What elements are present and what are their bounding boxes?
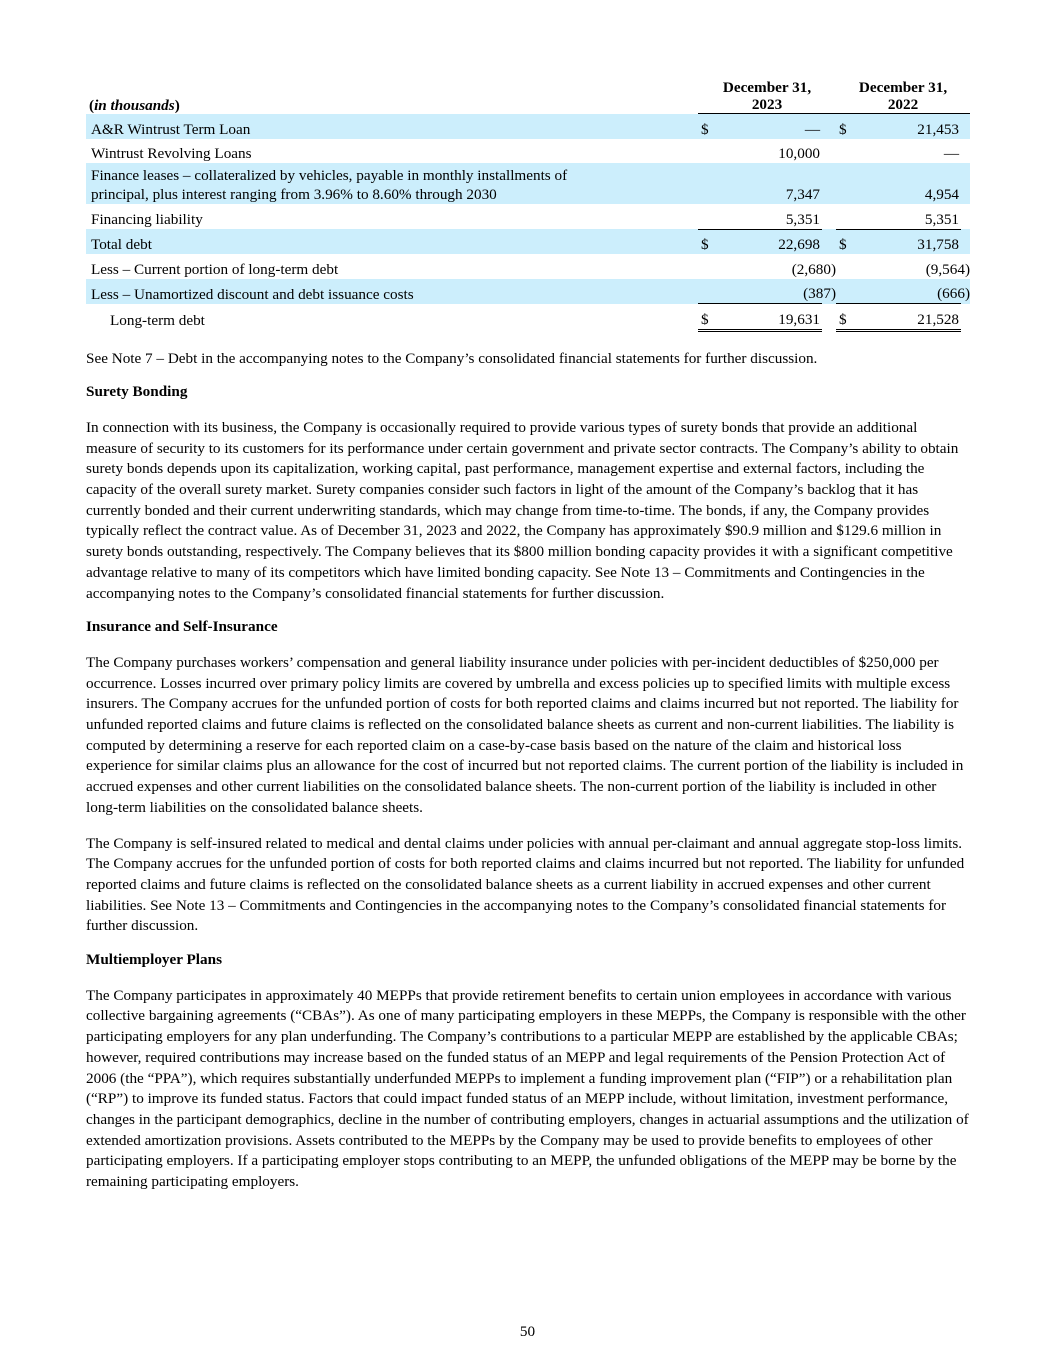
currency-symbol: $ [836,114,848,139]
table-row [86,204,970,229]
row-label: Financing liability [91,211,203,228]
paragraph: In connection with its business, the Company is occasionally required to provide various types of surety bonds that provide an additional measure of security to its customers for its performance under certain government and private sector contracts. The Company’s ability to obtain surety bonds depends upon its capitalization, working capital, past performance, management expertise and external factors, including the capacity of the overall surety market. Surety companies consider such factors in light of the amount of the Company’s backlog that it has currently bonded and their current underwriting standards, which may change from time-to-time. The bonds, if any, the Company provides typically reflect the contract value. As of December 31, 2023 and 2022, the Company has approximately $90.9 million and $129.6 million in surety bonds outstanding, respectively. The Company believes that its $800 million bonding capacity provides it with a significant competitive advantage relative to many of its competitors which have limited bonding capacity. See Note 13 – Commitments and Contingencies in the accompanying notes to the Company’s consolidated financial statements for further discussion. [86,418,959,602]
value-2023: 22,698 [710,229,822,254]
section-heading-insurance: Insurance and Self-Insurance [86,618,278,636]
row-label: A&R Wintrust Term Loan [86,114,698,139]
row-label: Long-term debt [110,312,205,329]
section-heading-surety-bonding: Surety Bonding [86,383,188,401]
value-2023: 5,351 [785,210,820,228]
document-page [86,76,970,1193]
table-row-total-debt [86,229,970,254]
value-2023: (2,680) [791,260,837,278]
page-number: 50 [519,1323,536,1340]
value-2022: (9,564) [925,260,971,278]
currency-symbol: $ [836,304,848,331]
table-row [86,114,970,139]
row-label: Finance leases – collateralized by vehicles, payable in monthly installments of principal, plus interest ranging from 3.96% to 8.60% through 2030 [86,163,698,204]
currency-symbol: $ [698,304,710,331]
section-heading-multiemployer-plans: Multiemployer Plans [86,951,222,969]
row-label: Wintrust Revolving Loans [91,145,252,162]
value-2023: (387) [710,279,836,304]
paragraph: The Company purchases workers’ compensation and general liability insurance under policies with per-incident deductibles of $250,000 per occurrence. Losses incurred over primary policy limits are covered by umbrella and excess policies up to specified limits with multiple excess insurers. The Company accrues for the unfunded portion of costs for both reported claims and claims incurred but not reported. The liability for unfunded reported claims and future claims is reflected on the consolidated balance sheets as current and non-current liabilities. The liability is computed by determining a reserve for each reported claim on a case-by-case basis based on the nature of the claim and historical loss experience for similar claims plus an allowance for the cost of incurred but not reported claims. The current portion of the liability is included in accrued expenses and other current liabilities on the consolidated balance sheets. The non-current portion of the liability is included in other long-term liabilities on the consolidated balance sheets. [86,653,964,816]
value-2022: (666) [848,279,970,304]
row-label: Total debt [86,229,698,254]
value-2022: — [943,145,960,162]
value-2023: 7,347 [710,163,822,204]
currency-symbol: $ [698,114,710,139]
currency-symbol: $ [836,229,848,254]
value-2022: 21,453 [848,114,961,139]
row-label: Less – Unamortized discount and debt issuance costs [86,279,698,304]
value-2022: 5,351 [924,210,960,228]
value-2023: 10,000 [778,145,820,162]
value-2023: — [710,114,822,139]
table-row [86,139,970,164]
table-row [86,254,970,279]
value-2022: 31,758 [848,229,961,254]
currency-symbol: $ [698,229,710,254]
table-row [86,279,970,304]
debt-table [86,76,970,332]
row-label: Less – Current portion of long-term debt [91,260,339,278]
table-row [86,163,970,204]
table-row-long-term-debt [86,304,970,331]
value-2022: 21,528 [848,304,961,331]
paragraph: The Company participates in approximately 40 MEPPs that provide retirement benefits to certain union employees in accordance with various collective bargaining agreements (“CBAs”). As one of many participating employers in these MEPPs, the Company is responsible with the other participating employers for any plan underfunding. The Company’s contributions to a particular MEPP are established by the applicable CBAs; however, required contributions may increase based on the funded status of an MEPP and legal requirements of the Pension Protection Act of 2006 (the “PPA”), which requires substantially underfunded MEPPs to implement a funding improvement plan (“FIP”) or a rehabilitation plan (“RP”) to improve its funded status. Factors that could impact funded status of an MEPP include, without limitation, investment performance, changes in the participant demographics, decline in the number of contributing employers, changes in actuarial assumptions and the utilization of extended amortization provisions. Assets contributed to the MEPPs by the Company may be used to provide benefits to employees of other participating employers. If a participating employer stops contributing to an MEPP, the unfunded obligations of the MEPP may be borne by the remaining participating employers. [86,986,969,1191]
value-2023: 19,631 [710,304,822,331]
col-header-2023: December 31, 2023 [698,76,836,114]
table-header-row [86,76,970,114]
paragraph: The Company is self-insured related to medical and dental claims under policies with annual per-claimant and annual aggregate stop-loss limits. The Company accrues for the unfunded portion of costs for both reported claims and claims incurred but not reported. The liability for unfunded reported claims and future claims is reflected on the consolidated balance sheets as a current liability in accrued expenses and other current liabilities. See Note 13 – Commitments and Contingencies in the accompanying notes to the Company’s consolidated financial statements for further discussion. [86,834,965,935]
value-2022: 4,954 [848,163,961,204]
units-label: (in thousands) [89,96,180,114]
col-header-2022: December 31, 2022 [836,76,970,114]
debt-note: See Note 7 – Debt in the accompanying notes to the Company’s consolidated financial statements for further discussion. [86,349,818,367]
